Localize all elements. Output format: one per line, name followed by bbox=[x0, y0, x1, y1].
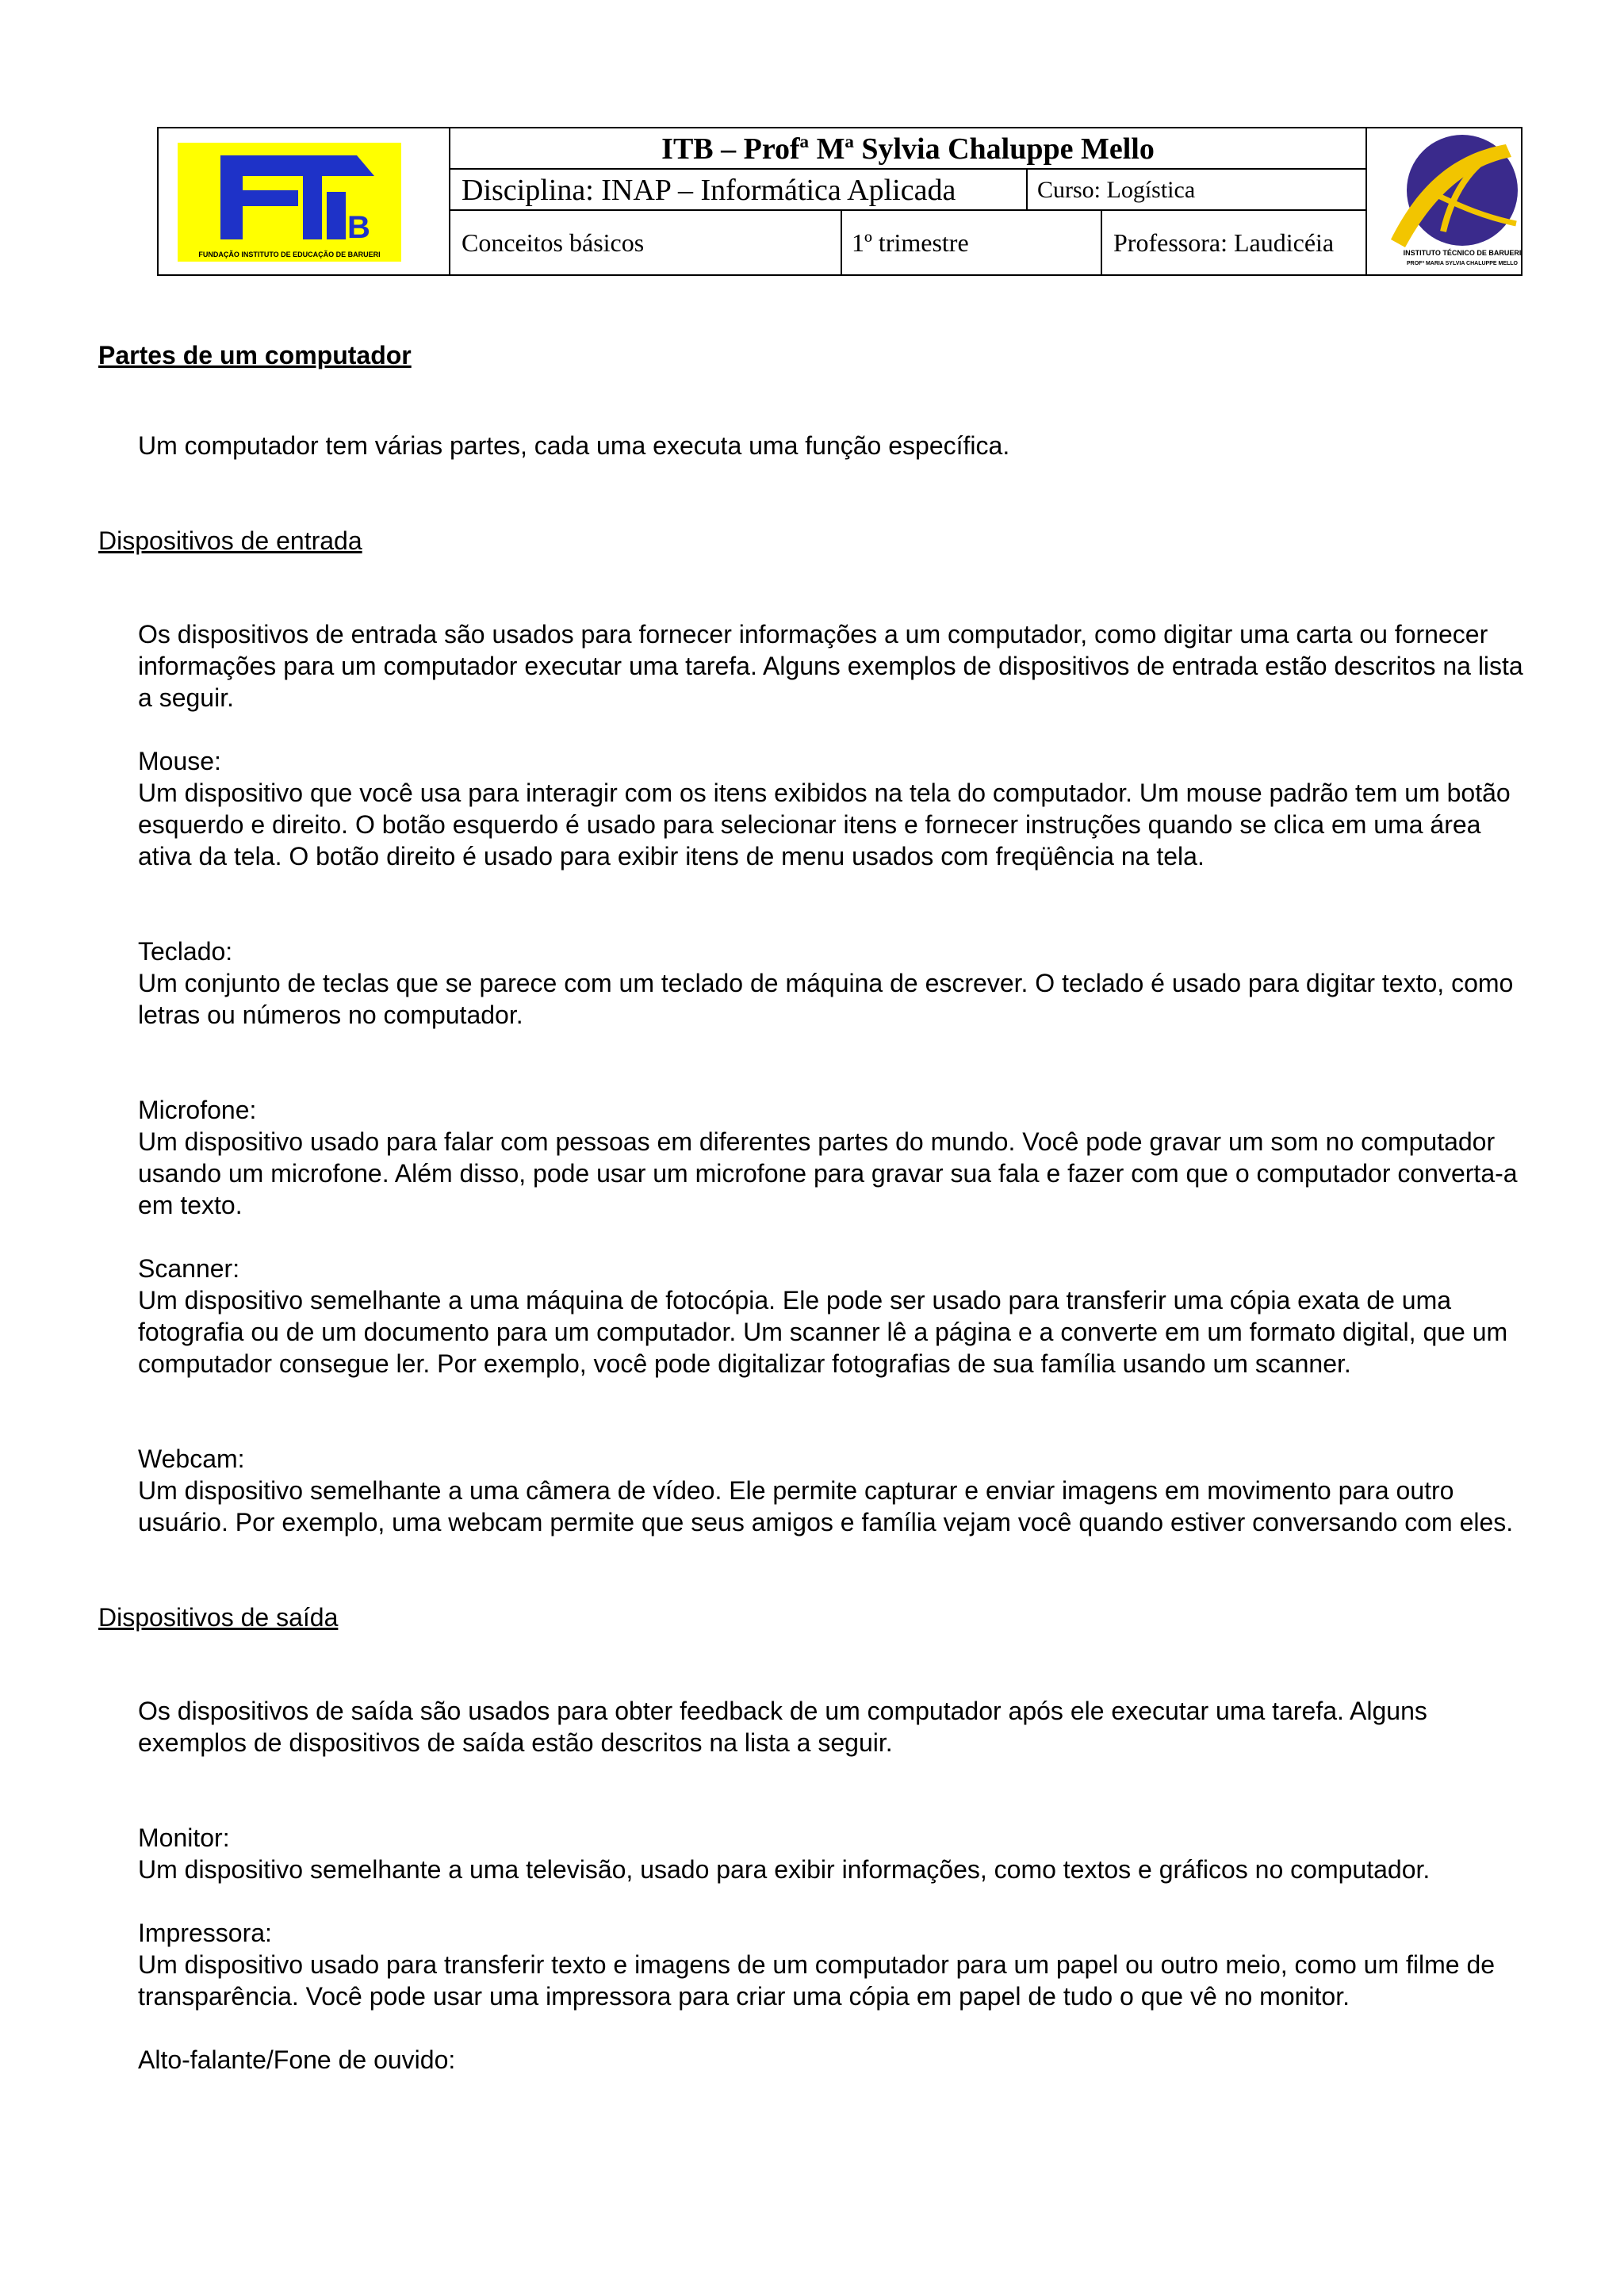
webcam-term: Webcam: bbox=[138, 1445, 245, 1473]
svg-text:B: B bbox=[347, 210, 370, 245]
output-devices-intro: Os dispositivos de saída são usados para obter feedback de um computador após ele executar uma tarefa. Alguns exemplos de dispositivos de saída estão descritos na lista a seguir. bbox=[138, 1697, 1427, 1757]
keyboard-term: Teclado: bbox=[138, 937, 233, 966]
output-devices-heading: Dispositivos de saída bbox=[98, 1603, 339, 1632]
ieb-logo-icon bbox=[159, 128, 449, 274]
scanner-term: Scanner: bbox=[138, 1254, 240, 1283]
mouse-description: Um dispositivo que você usa para interagir com os itens exibidos na tela do computador. Um mouse padrão tem um botão esquerdo e direito. O botão esquerdo é usado para selecionar itens e fornecer instruções quando se clica em uma área ativa da tela. O botão direito é usado para exibir itens de menu usados com freqüência na tela. bbox=[138, 779, 1511, 871]
ieb-logo bbox=[159, 128, 450, 274]
printer-description: Um dispositivo usado para transferir texto e imagens de um computador para um papel ou outro meio, como um filme de transparência. Você pode usar uma impressora para criar uma cópia em papel de tudo o que vê no monitor. bbox=[138, 1950, 1496, 2011]
term-label: 1º trimestre bbox=[842, 211, 1102, 274]
page-title: Partes de um computador bbox=[98, 341, 412, 369]
printer-term: Impressora: bbox=[138, 1919, 272, 1947]
itb-seal bbox=[1365, 128, 1524, 274]
input-devices-heading: Dispositivos de entrada bbox=[98, 526, 362, 555]
school-title: ITB – Profª Mª Sylvia Chaluppe Mello bbox=[450, 128, 1365, 170]
monitor-term: Monitor: bbox=[138, 1823, 230, 1852]
intro-paragraph: Um computador tem várias partes, cada uma executa uma função específica. bbox=[138, 431, 1010, 460]
microphone-term: Microfone: bbox=[138, 1096, 257, 1124]
scanner-description: Um dispositivo semelhante a uma máquina de fotocópia. Ele pode ser usado para transferir uma cópia exata de uma fotografia ou de um documento para um computador. Um scanner lê a página e a converte em um formato digital, que um computador consegue ler. Por exemplo, você pode digitalizar fotografias de sua família usando um scanner. bbox=[138, 1286, 1508, 1378]
mouse-term: Mouse: bbox=[138, 747, 221, 775]
webcam-description: Um dispositivo semelhante a uma câmera de vídeo. Ele permite capturar e enviar imagens em movimento para outro usuário. Por exemplo, uma webcam permite que seus amigos e família vejam você quando estiver conversando com eles. bbox=[138, 1476, 1514, 1536]
input-devices-intro: Os dispositivos de entrada são usados para fornecer informações a um computador, como digitar uma carta ou fornecer informações para um computador executar uma tarefa. Alguns exemplos de dispositivos de entrada estão descritos na lista a seguir. bbox=[138, 620, 1523, 712]
svg-text:FUNDAÇÃO INSTITUTO DE EDUCAÇÃO: FUNDAÇÃO INSTITUTO DE EDUCAÇÃO DE BARUERI bbox=[198, 251, 381, 258]
monitor-description: Um dispositivo semelhante a uma televisão, usado para exibir informações, como textos e gráficos no computador. bbox=[138, 1855, 1431, 1884]
itb-seal-icon bbox=[1367, 128, 1524, 274]
document-header bbox=[157, 127, 1522, 276]
svg-text:INSTITUTO TÉCNICO DE BARUERI: INSTITUTO TÉCNICO DE BARUERI bbox=[1403, 249, 1522, 257]
microphone-description: Um dispositivo usado para falar com pessoas em diferentes partes do mundo. Você pode gravar um som no computador usando um microfone. Além disso, pode usar um microfone para gravar sua fala e fazer com que o computador converta-a em texto. bbox=[138, 1127, 1518, 1219]
keyboard-description: Um conjunto de teclas que se parece com um teclado de máquina de escrever. O teclado é usado para digitar texto, como letras ou números no computador. bbox=[138, 969, 1514, 1029]
topic-label: Conceitos básicos bbox=[450, 211, 842, 274]
svg-text:PROFª MARIA SYLVIA CHALUPPE ME: PROFª MARIA SYLVIA CHALUPPE MELLO bbox=[1407, 261, 1518, 266]
speaker-term: Alto-falante/Fone de ouvido: bbox=[138, 2045, 456, 2074]
teacher-label: Professora: Laudicéia bbox=[1113, 228, 1335, 257]
course-label: Curso: Logística bbox=[1028, 170, 1365, 211]
discipline-label: Disciplina: INAP – Informática Aplicada bbox=[450, 170, 1028, 211]
document-body bbox=[98, 333, 1526, 2076]
